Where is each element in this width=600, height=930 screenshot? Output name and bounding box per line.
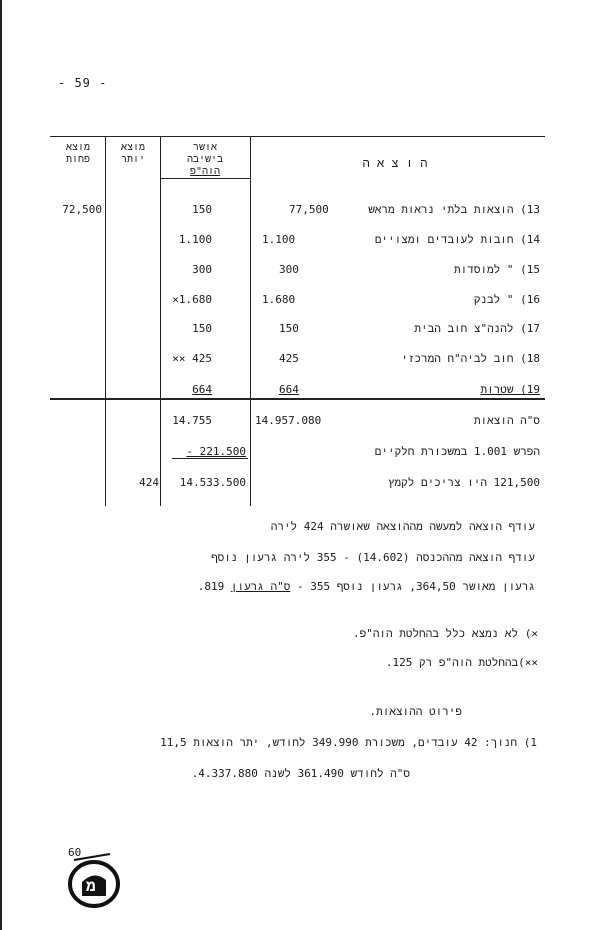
row-13-approved: 150 <box>192 203 212 216</box>
row-18-approved: ×× 425 <box>172 352 212 365</box>
difference-approved: - 221.500 <box>186 445 246 458</box>
table-top-rule <box>50 136 545 137</box>
row-19-approved: 664 <box>192 383 212 396</box>
row-13-amount: 77,500 <box>289 203 329 216</box>
breakdown-line-2: ס"ה לחודש 361.490 לשנה 4.337.880. <box>191 767 410 780</box>
total-amount: 14.957.080 <box>255 414 322 427</box>
row-18-amount: 425 <box>279 352 299 365</box>
note-line-3-end: 819. <box>197 580 231 593</box>
row-13-less: 72,500 <box>62 203 102 216</box>
stamp-letter: מ <box>86 876 96 895</box>
total-approved: 14.755 <box>172 414 212 427</box>
row-18-desc: 18) חוב לביה"ח המרכזי <box>401 352 540 365</box>
row-19-amount: 664 <box>279 383 299 396</box>
totals-rule <box>50 398 545 400</box>
row-17-approved: 150 <box>192 322 212 335</box>
row-15-amount: 300 <box>279 263 299 276</box>
header-excess: מוצא יותר <box>120 142 145 165</box>
approved-header-rule <box>160 178 250 179</box>
row-16-desc: 16) " לבנק <box>473 293 540 306</box>
needed-label: 121,500 היו צריכים לקמץ <box>387 476 540 489</box>
page-number: - 59 - <box>58 76 108 90</box>
row-14-approved: 1.100 <box>178 233 212 246</box>
note-line-2: עודף הוצאה מההכנסה (14.602) - 355 לירה גרעון נוסף <box>211 551 535 564</box>
header-approved: אושר בישיבה הוה"פ <box>186 142 223 177</box>
footnote-2: ××)בהחלטת הוה"פ רק 125. <box>385 656 538 669</box>
row-19-desc: 19) שטרות <box>480 383 540 396</box>
col-divider-3 <box>250 136 251 506</box>
row-16-approved: ×1.680 <box>172 293 212 306</box>
breakdown-line-1: 1) חנוך: 42 עובדים, משכורת 349.990 לחודש, יתר הוצאות 11,5 <box>160 736 537 749</box>
row-14-desc: 14) חובות לעובדים ומצויים <box>374 233 540 246</box>
col-divider-1 <box>105 136 106 506</box>
row-16-amount: 1.680 <box>262 293 296 306</box>
row-17-desc: 17) להנה"צ חוב הבית <box>414 322 540 335</box>
note-line-3-underlined: ס"ה גרעון <box>230 580 291 593</box>
row-14-amount: 1.100 <box>262 233 296 246</box>
note-line-1: עודף הוצאה למעשה מההוצאה שאושרה 424 לירה <box>270 520 535 533</box>
stamp-number: 60 <box>68 846 82 859</box>
page-left-edge <box>0 0 2 930</box>
difference-rule <box>172 458 248 459</box>
col-divider-2 <box>160 136 161 506</box>
header-less: מוצא פחות <box>65 142 90 165</box>
difference-label: הפרש 1.001 במשכורת חלקיים <box>374 445 540 458</box>
footnote-1: ×) לא נמצא כלל בהחלטת הוה"פ. <box>352 627 538 640</box>
header-expense-title: ה ו צ א ה <box>362 156 428 170</box>
needed-excess: 424 <box>139 476 159 489</box>
row-15-desc: 15) " למוסדות <box>454 263 540 276</box>
note-line-3 <box>100 580 535 594</box>
breakdown-title: פירוט ההוצאות. <box>369 705 462 718</box>
row-15-approved: 300 <box>192 263 212 276</box>
row-13-desc: 13) הוצאות בלתי נראות מראש <box>368 203 540 216</box>
row-17-amount: 150 <box>279 322 299 335</box>
needed-approved: 14.533.500 <box>179 476 246 489</box>
note-line-3-main: גרעון מאושר 364,50, גרעון נוסף 355 - <box>290 580 535 593</box>
archive-stamp <box>66 846 122 908</box>
total-label: ס"ה הוצאות <box>473 414 540 427</box>
